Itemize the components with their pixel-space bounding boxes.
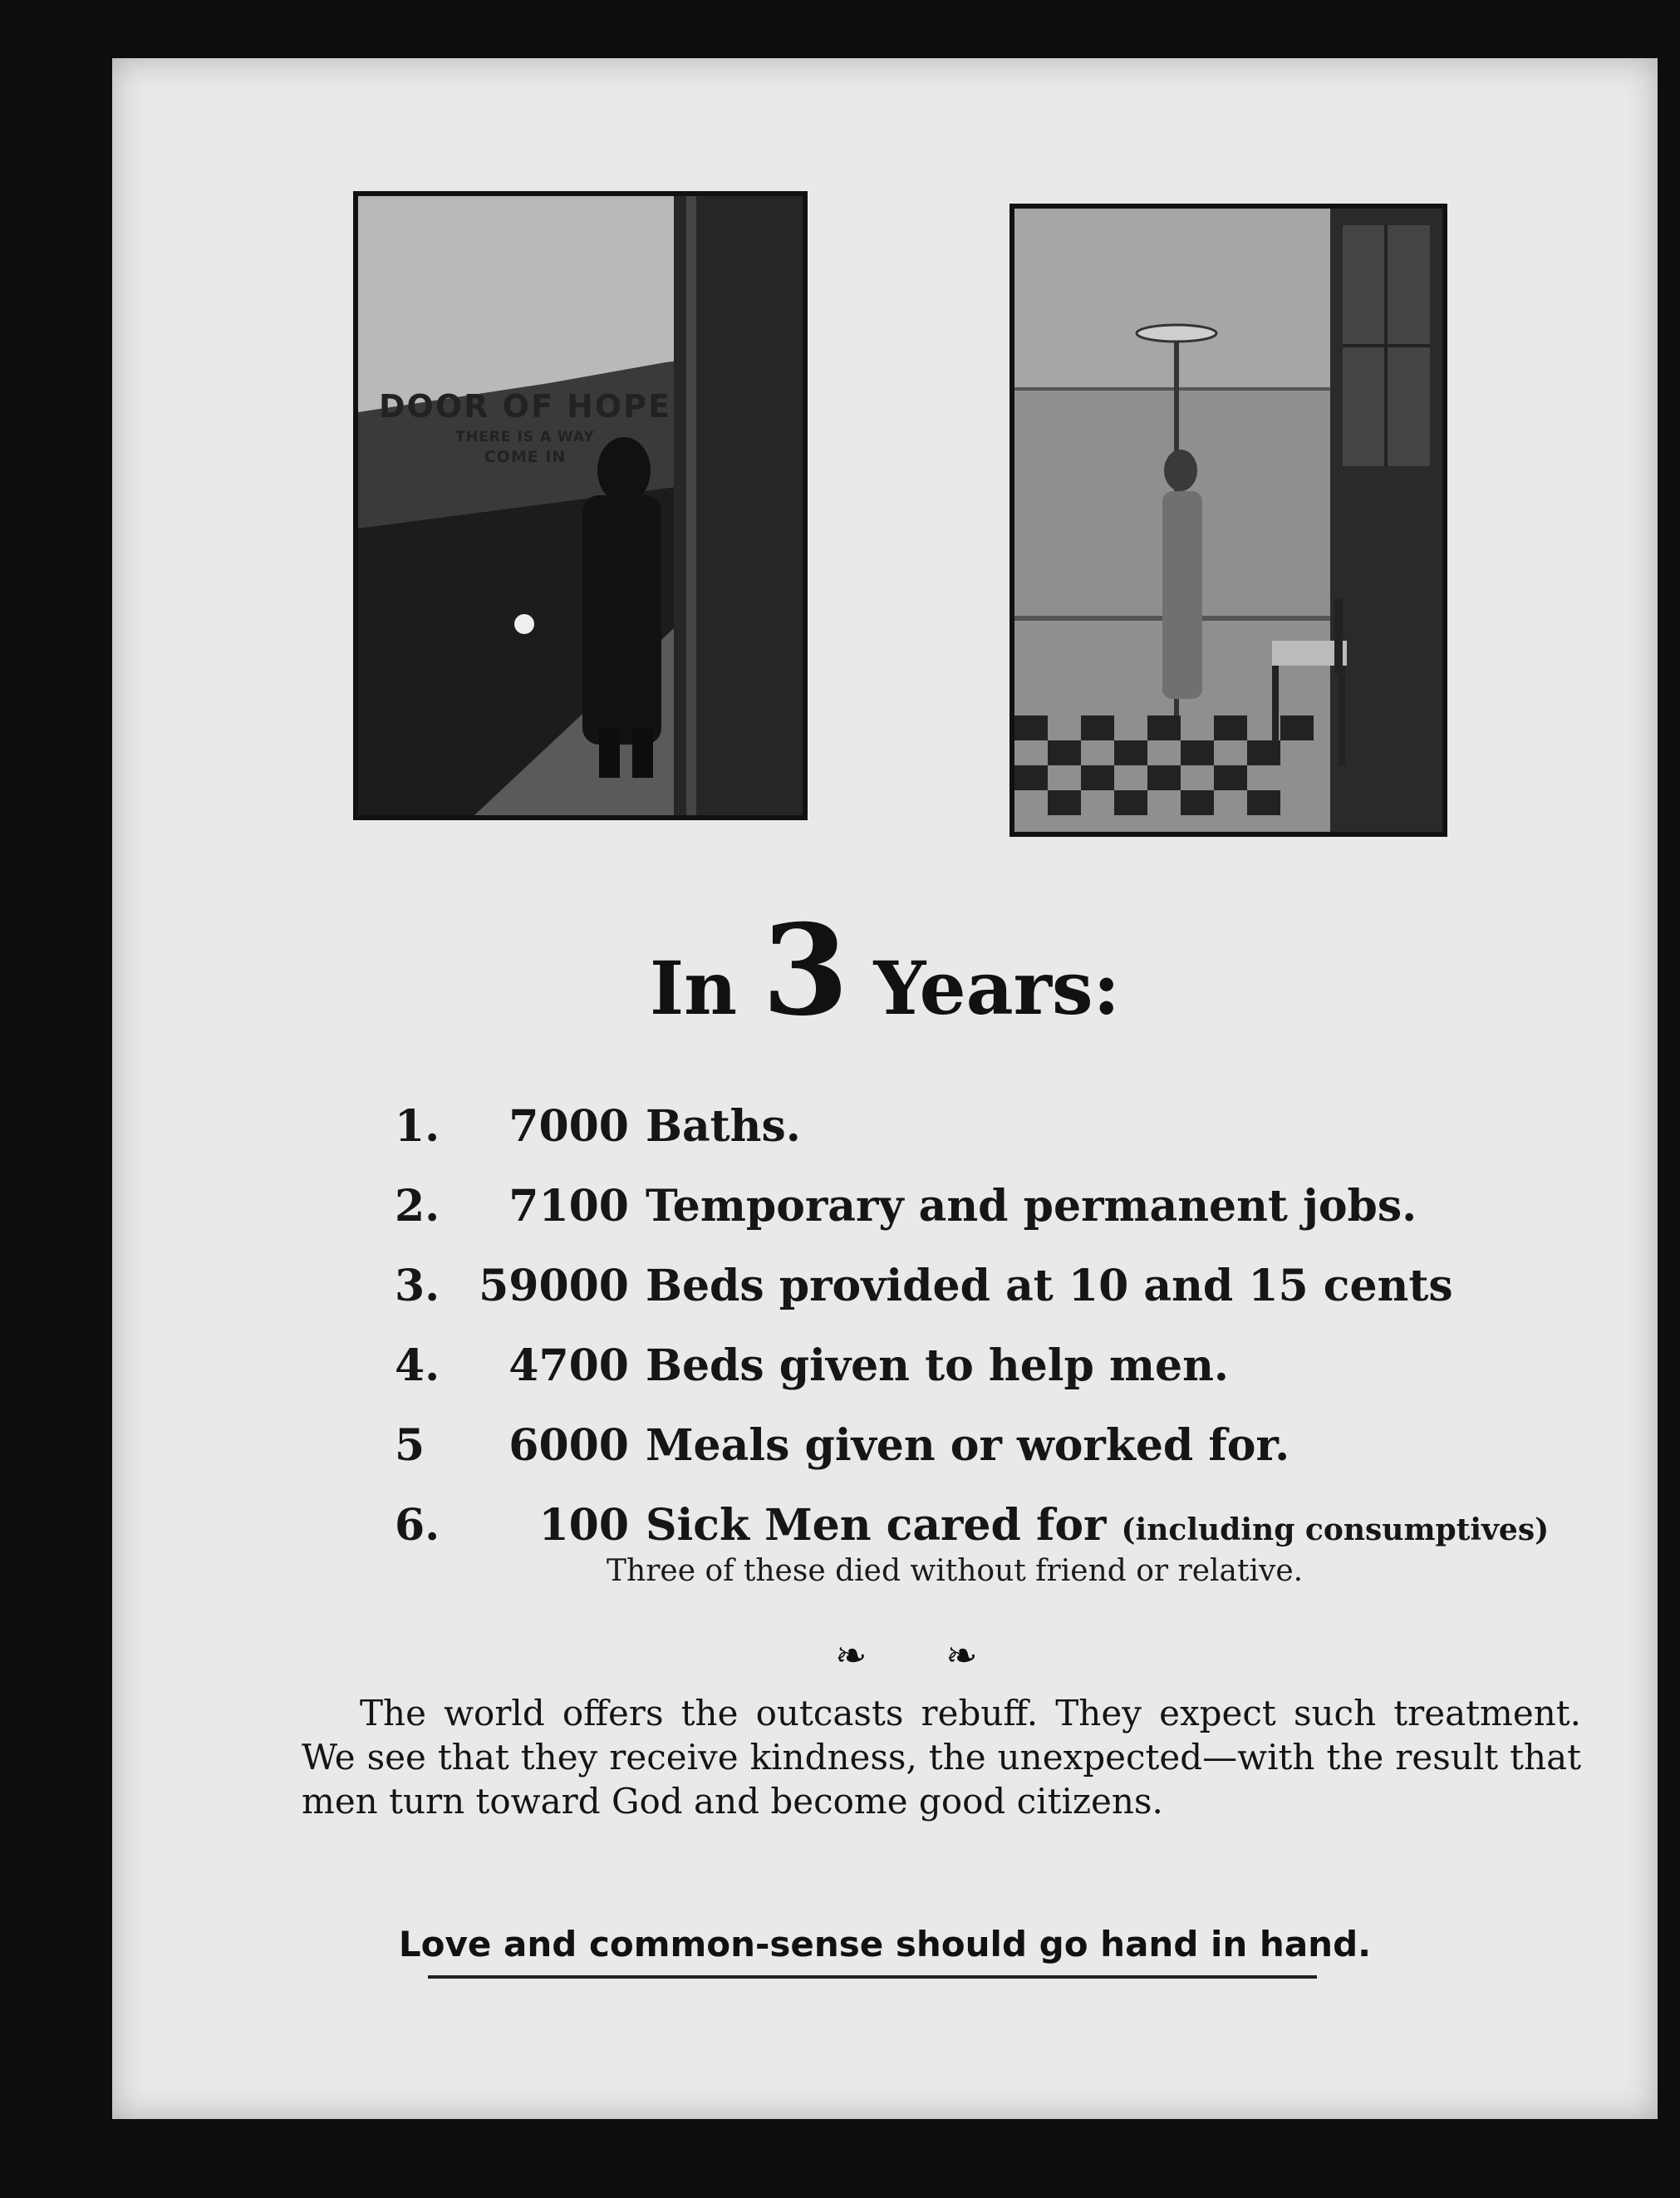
stat-value: 59000 (479, 1261, 629, 1311)
stat-value: 100 (538, 1500, 629, 1551)
heading-suffix: Years: (873, 945, 1121, 1031)
stat-value: 4700 (508, 1340, 629, 1391)
shower-room-photo (1009, 204, 1447, 837)
door-sign (379, 386, 671, 469)
stat-index: 2. (395, 1181, 440, 1232)
body-paragraph: The world offers the outcasts rebuff. They expect such treatment. We see that they receive kindness, the unexpected—with the result that men turn toward God and become good citizens. (302, 1693, 1581, 1822)
sign-line-2: THERE IS A WAY (455, 429, 595, 446)
stat-index: 5 (395, 1420, 425, 1471)
stat-text: Beds given to help men. (646, 1340, 1230, 1391)
list-item (395, 1340, 1558, 1420)
stat-value: 7000 (508, 1101, 629, 1152)
list-item (395, 1101, 1558, 1181)
heading-number: 3 (762, 897, 849, 1044)
list-item (395, 1261, 1558, 1340)
stat-index: 1. (395, 1101, 440, 1152)
stat-text: Meals given or worked for. (646, 1420, 1290, 1471)
stat-value: 7100 (508, 1181, 629, 1232)
motto: Love and common-sense should go hand in hand. (398, 1924, 1372, 1964)
heading-prefix: In (649, 945, 738, 1031)
stat-subnote: Three of these died without friend or relative. (607, 1554, 1304, 1588)
stat-text: Sick Men cared for (646, 1500, 1107, 1551)
stat-text: Baths. (646, 1101, 801, 1152)
stat-index: 4. (395, 1340, 440, 1391)
stat-value: 6000 (508, 1420, 629, 1471)
stat-index: 6. (395, 1500, 440, 1551)
list-item (395, 1181, 1558, 1261)
document-page (112, 58, 1658, 2119)
stat-note: (including consumptives) (1121, 1512, 1550, 1547)
door-photo-graphic (358, 196, 803, 815)
stat-index: 3. (395, 1261, 440, 1311)
shower-photo-graphic (1014, 209, 1442, 832)
stat-text: Beds provided at 10 and 15 cents (646, 1261, 1453, 1311)
page-heading (112, 897, 1658, 1044)
stats-list (395, 1101, 1558, 1580)
stat-text-group (646, 1500, 1549, 1551)
list-item (395, 1420, 1558, 1500)
sign-line-1: DOOR OF HOPE (379, 388, 672, 425)
ornament-divider: ❧ ❧ (835, 1633, 1011, 1678)
stat-text: Temporary and permanent jobs. (646, 1181, 1417, 1232)
door-of-hope-photo (353, 191, 808, 820)
motto-underline (428, 1975, 1317, 1979)
sign-line-3: COME IN (484, 448, 567, 467)
